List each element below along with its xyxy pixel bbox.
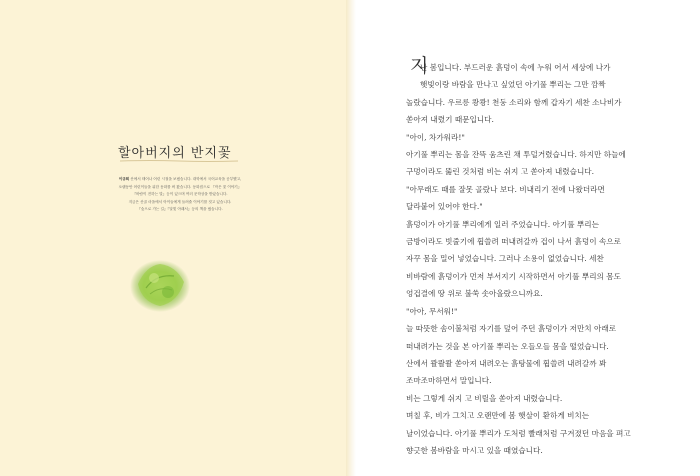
text-line: 난 봄입니다. 부드러운 흙덩이 속에 누워 어서 세상에 나가 (420, 63, 611, 72)
author-name: 이규희 (118, 177, 130, 181)
bio-line: 『숲으로 가는 길』『달빛 아래서』등의 책을 냈습니다. (137, 207, 223, 211)
text-line: 햇빛이랑 바람을 만나고 싶었던 아기풀 뿌리는 그만 깜짝 (420, 80, 606, 90)
title-underline (120, 160, 238, 162)
text-line: "아무래도 때를 잘못 골랐나 보다. 비내리기 전에 나왔더라면 (406, 184, 605, 194)
text-line: 산에서 콸콸콸 쏟아져 내려오는 흙탕물에 휩쓸려 내려갈까 봐 (406, 358, 607, 368)
bio-line: 지금은 산골 마을에서 아이들에게 들려줄 이야기를 짓고 있습니다. (128, 199, 232, 204)
bio-line: 이규희 산에서 태어나 어린 시절을 보냈습니다. 대학에서 국어교육을 공부했고, (118, 177, 242, 181)
text-line: 아기풀 뿌리는 몸을 잔뜩 움츠린 채 투덜거렸습니다. 하지만 하늘에 (406, 150, 626, 160)
text-line: 자꾸 몸을 밀어 넣었습니다. 그러나 소용이 없었습니다. 세찬 (406, 254, 604, 264)
text-line: 조마조마하면서 말입니다. (406, 376, 492, 386)
author-bio (106, 176, 254, 214)
green-leaf-illustration (124, 248, 196, 320)
text-line: 쏟아져 내렸기 때문입니다. (406, 115, 494, 125)
text-line: 날이었습니다. 아기풀 뿌리가 도처럼 빨래처럼 구겨졌던 마음을 펴고 (406, 428, 631, 438)
text-line: 떠내려가는 것을 본 아기풀 뿌리는 오들오들 몸을 떨었습니다. (406, 341, 609, 351)
book-gutter (346, 0, 356, 476)
text-line: 며칠 후, 비가 그치고 오랜만에 봄 햇살이 환하게 비치는 (406, 411, 590, 421)
text-line: 엉겁결에 땅 위로 불쑥 솟아올랐으니까요. (406, 289, 543, 299)
drop-cap: 지 (410, 55, 429, 77)
text-line: 비바람에 흙덩이가 먼저 부서지기 시작하면서 아기풀 뿌리의 몸도 (406, 271, 621, 281)
text-line: 달라붙어 있어야 한다." (406, 202, 483, 212)
bio-line: 오랫동안 어린이들을 위한 동화를 써 왔습니다. 동화집으로 『작은 꽃 이야기』 (118, 184, 242, 189)
text-line: "아이, 차가워라!" (406, 132, 465, 142)
text-line: 금방이라도 빗줄기에 휩쓸려 떠내려갈까 겁이 나서 흙덩이 속으로 (406, 237, 621, 247)
text-line: 비는 그렇게 쉬지 고 비릴을 쏟아져 내렸습니다. (406, 393, 563, 403)
bio-line: 『바람이 전하는 말』등이 있으며 여러 문학상을 받았습니다. (132, 192, 228, 196)
text-line: 놀랐습니다. 우르릉 쾅쾅! 천둥 소리와 함께 갑자기 세찬 소나비가 (406, 97, 622, 107)
text-line: "아아, 무서워!" (406, 306, 458, 316)
text-line: 구멍이라도 뚫린 것처럼 비는 쉬지 고 쏟아져 내렸습니다. (406, 167, 595, 177)
text-line: 향긋한 봄바람을 마시고 있을 때였습니다. (406, 445, 543, 455)
text-line: 늘 따뜻한 솜이불처럼 자기를 덮어 주던 흙덩이가 저만치 아래로 (406, 324, 617, 334)
story-body-text (406, 59, 676, 459)
text-line: 흙덩이가 아기풀 뿌리에게 일러 주었습니다. 아기풀 뿌리는 (406, 219, 599, 229)
story-title: 할아버지의 반지꽃 (118, 146, 232, 161)
